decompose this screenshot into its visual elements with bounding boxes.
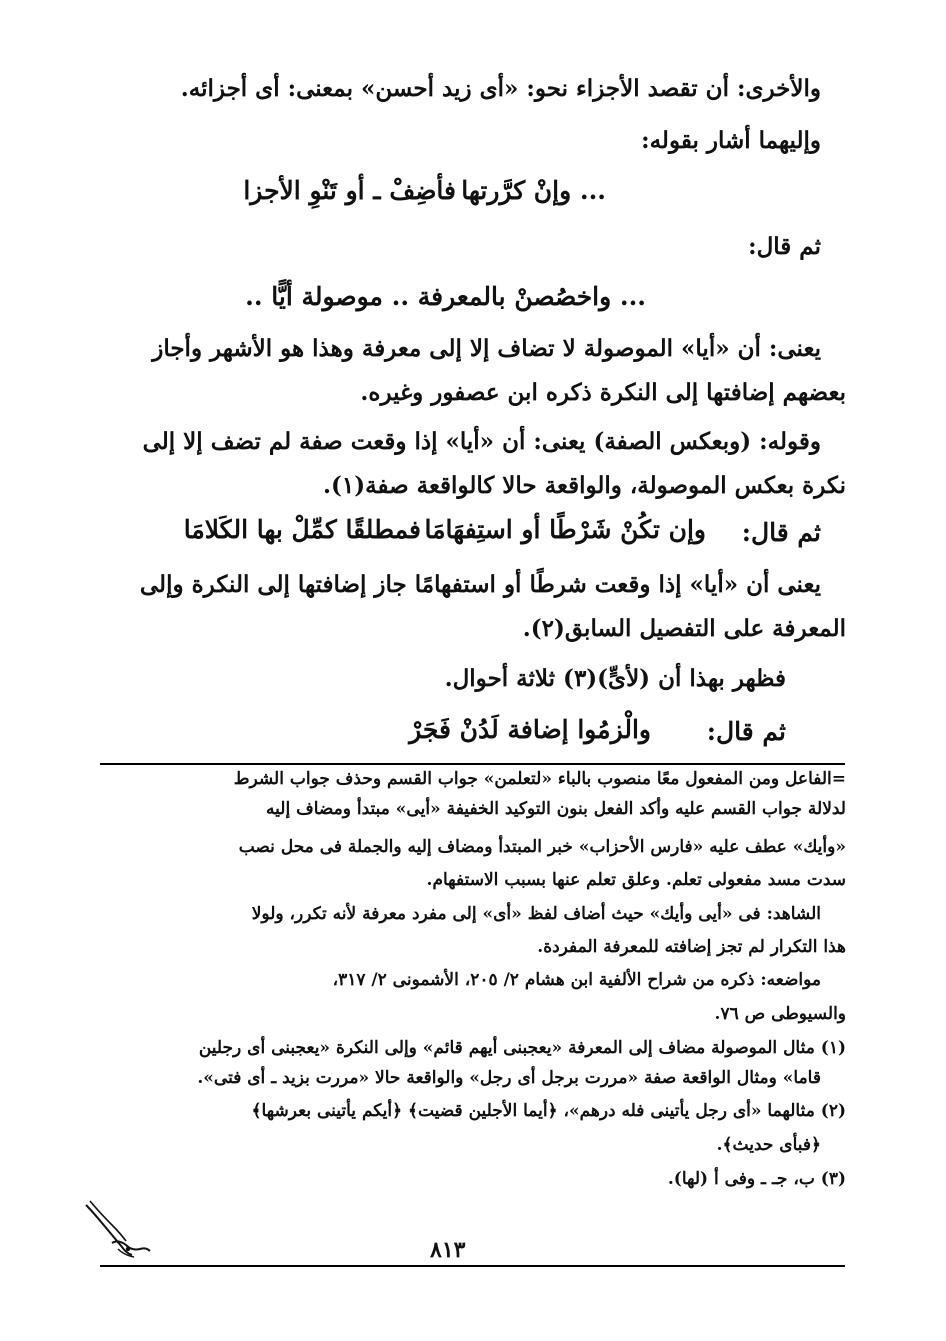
body-line-3: ثم قال: — [748, 233, 821, 260]
body-line-8: يعنى أن «أيا» إذا وقعت شرطًا أو استفهامًا جاز إضافتها إلى النكرة وإلى — [139, 571, 821, 598]
footnote-1-line-2: قاما» ومثال الواقعة صفة «مررت برجل أى رجل» والواقعة حالا «مررت بزيد ـ أى فتى». — [197, 1068, 821, 1088]
footnote-line-4: سدت مسد مفعولى تعلم. وعلق تعلم عنها بسبب الاستفهام. — [426, 870, 846, 890]
page-number: ٨١٣ — [430, 1237, 466, 1263]
body-line-2: وإليهما أشار بقوله: — [641, 127, 821, 154]
footnote-line-1: =الفاعل ومن المفعول معًا منصوب بالباء «لتعلمن» جواب القسم وحذف جواب الشرط — [233, 769, 846, 789]
verse-1-second-hemistich: فأضِفْ ـ أو تَنْوِ الأجزا — [243, 176, 456, 205]
bottom-rule — [100, 1265, 845, 1267]
body-line-10: فظهر بهذا أن (لأىٍّ)(٣) ثلاثة أحوال. — [444, 665, 786, 692]
verse-2: ... واخصُصنْ بالمعرفة .. موصولة أيًّا .. — [245, 282, 646, 311]
verse-3-second-hemistich: فمطلقًا كمِّلْ بها الكَلامَا — [183, 515, 421, 544]
verse-1-first-hemistich: ... وإنْ كرَّرتها — [461, 176, 606, 205]
footnote-separator — [100, 763, 845, 765]
body-line-9: المعرفة على التفصيل السابق(٢). — [522, 615, 846, 642]
footnote-line-8: والسيوطى ص ٧٦. — [714, 1004, 846, 1024]
footnote-line-5: الشاهد: فى «أيى وأيك» حيث أضاف لفظ «أى» إلى مفرد معرفة لأنه تكرر، ولولا — [251, 904, 821, 924]
body-line-1: والأخرى: أن تقصد الأجزاء نحو: «أى زيد أحسن» بمعنى: أى أجزائه. — [180, 75, 821, 102]
pen-flourish-icon — [82, 1195, 154, 1267]
footnote-line-3: «وأيك» عطف عليه «فارس الأحزاب» خبر المبتدأ ومضاف إليه والجملة فى محل نصب — [238, 837, 846, 857]
footnote-line-6: هذا التكرار لم تجز إضافته للمعرفة المفردة. — [537, 937, 846, 957]
footnote-3: (٣) ب، جـ ـ وفى أ (لها). — [667, 1169, 846, 1189]
body-line-4: يعنى: أن «أيا» الموصولة لا تضاف إلا إلى معرفة وهذا هو الأشهر وأجاز — [152, 335, 821, 362]
footnote-line-2: لدلالة جواب القسم عليه وأكد الفعل بنون التوكيد الخفيفة «أيى» مبتدأ ومضاف إليه — [266, 799, 846, 819]
body-line-5: بعضهم إضافتها إلى النكرة ذكره ابن عصفور وغيره. — [360, 379, 846, 406]
footnote-2-line-2: ﴿فبأى حديث﴾. — [716, 1135, 821, 1155]
body-line-7: نكرة بعكس الموصولة، والواقعة حالا كالواقعة صفة(١). — [323, 472, 846, 499]
verse-4-lead: ثم قال: — [706, 717, 786, 746]
verse-4: والْزمُوا إضافة لَدُنْ فَجَرْ — [409, 715, 651, 744]
verse-3-first-hemistich: وإن تكُنْ شَرْطًا أو استِفهَامَا — [424, 515, 706, 544]
footnote-1-line-1: (١) مثال الموصولة مضاف إلى المعرفة «يعجبنى أيهم قائم» وإلى النكرة «يعجبنى أى رجلين — [198, 1038, 846, 1058]
footnote-2-line-1: (٢) مثالهما «أى رجل يأتينى فله درهم»، ﴿أيما الأجلين قضيت﴾ ﴿أيكم يأتينى بعرشها﴾ — [251, 1101, 846, 1121]
body-line-6: وقوله: (وبعكس الصفة) يعنى: أن «أيا» إذا وقعت صفة لم تضف إلا إلى — [142, 428, 821, 455]
verse-3-lead: ثم قال: — [741, 518, 821, 547]
footnote-line-7: مواضعه: ذكره من شراح الألفية ابن هشام ٢/ ٢٠٥، الأشمونى ٢/ ٣١٧، — [332, 970, 821, 990]
